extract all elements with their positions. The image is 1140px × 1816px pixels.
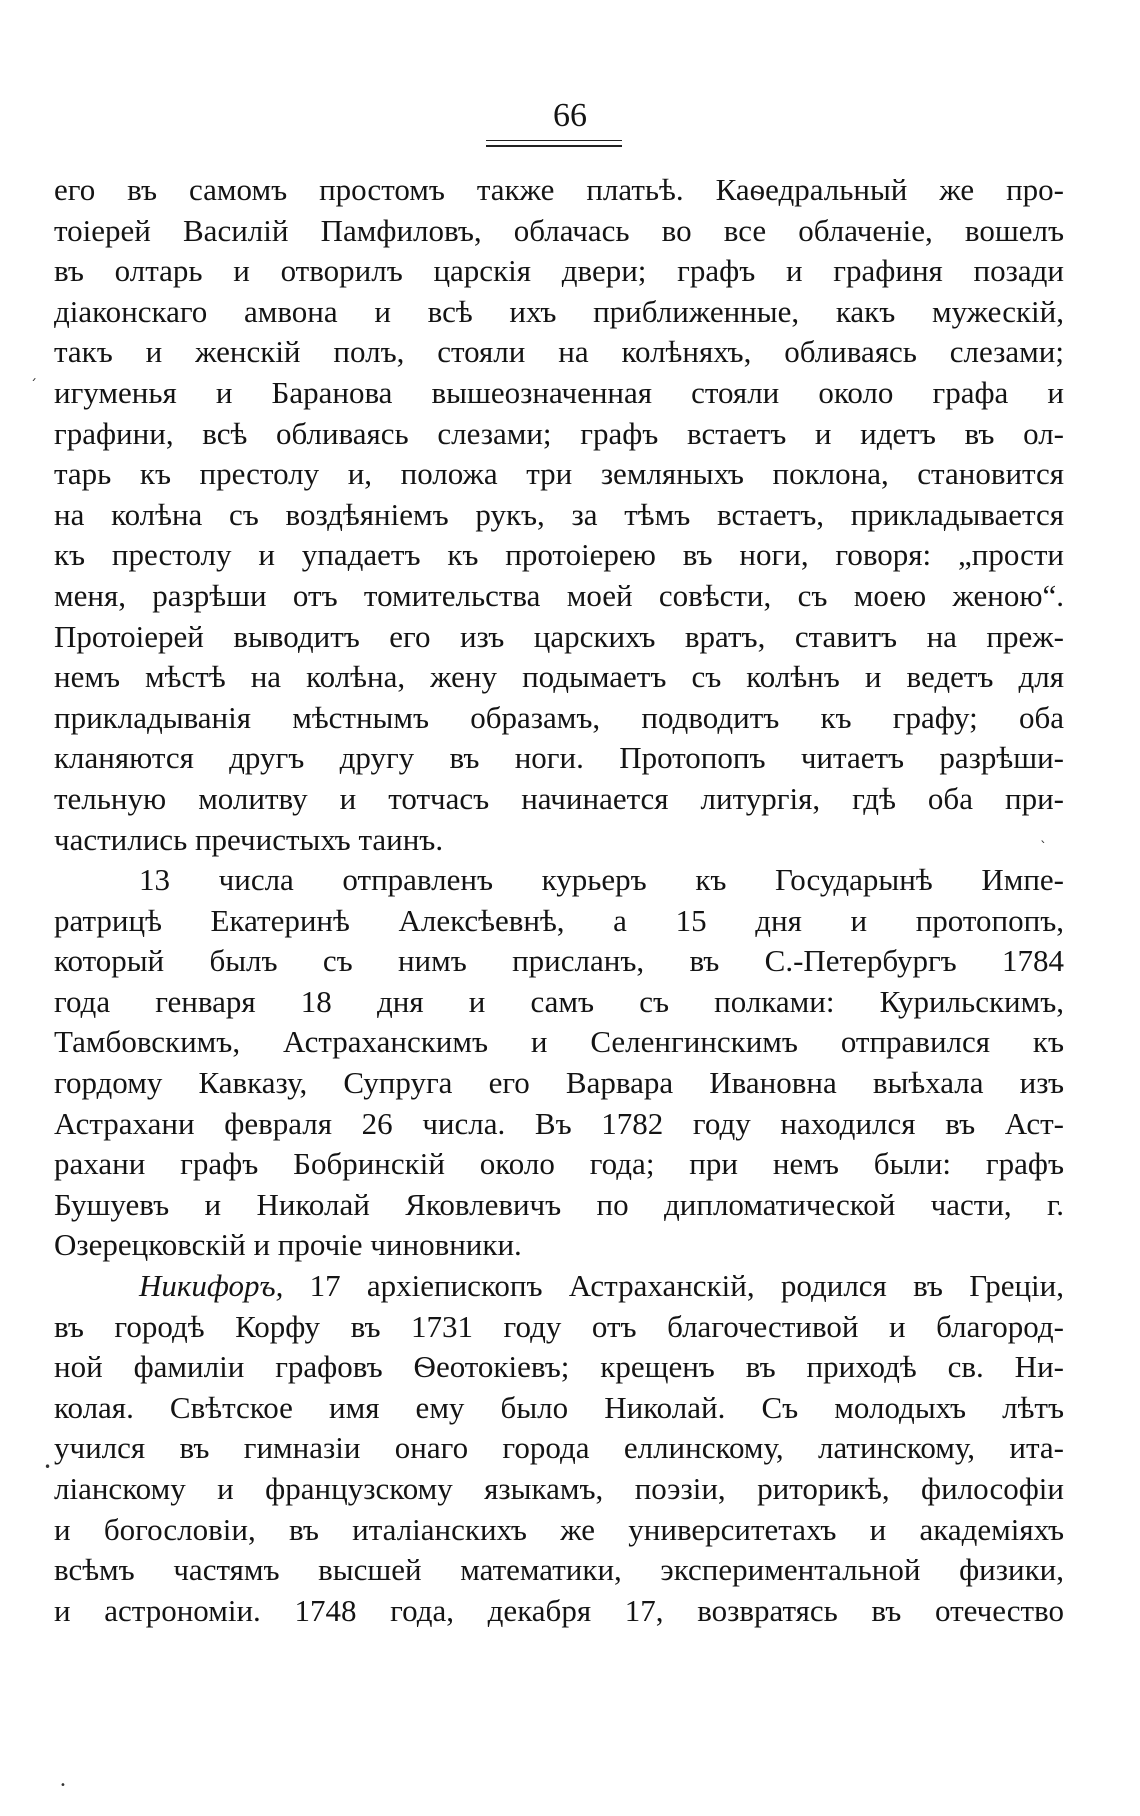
paragraph-1 [54,170,1064,860]
scan-speck: • [60,1780,66,1791]
text-line: тоіерей Василій Памфиловъ, облачась во все облаченіе, вошелъ [54,212,1064,248]
paragraph-2 [54,860,1064,1266]
text-line: кланяются другъ другу въ ноги. Протопопъ читаетъ разрѣши- [54,740,1064,776]
text-line: тарь къ престолу и, положа три земляныхъ поклона, становится [54,456,1064,492]
scan-speck: ˋ [1040,840,1047,856]
text-line: всѣмъ частямъ высшей математики, экспериментальной физики, [54,1552,1064,1588]
text-line [54,1266,1064,1307]
paragraph-3 [54,1266,1064,1631]
text-line: графини, всѣ обливаясь слезами; графъ встаетъ и идетъ въ ол- [54,415,1064,451]
text-line: гордому Кавказу, Супруга его Варвара Ивановна выѣхала изъ [54,1065,1064,1101]
text-line: рахани графъ Бобринскій около года; при немъ были: графъ [54,1146,1064,1182]
text-line: въ олтарь и отворилъ царскія двери; графъ и графиня позади [54,253,1064,289]
text-line: Бушуевъ и Николай Яковлевичъ по дипломатической части, г. [54,1186,1064,1222]
text-line: къ престолу и упадаетъ къ протоіерею въ ноги, говоря: „прости [54,537,1064,573]
text-line: частились пречистыхъ таинъ. [54,821,444,857]
text-line: прикладыванія мѣстнымъ образамъ, подводитъ къ графу; оба [54,699,1064,735]
text-line: въ городѣ Корфу въ 1731 году отъ благочестивой и благород- [54,1308,1064,1344]
body-text [54,170,1064,1631]
text-line: Протоіерей выводитъ его изъ царскихъ вратъ, ставитъ на преж- [54,618,1064,654]
text-line-rest: 17 архіепископъ Астраханскій, родился въ Греціи, [283,1268,1064,1304]
text-line: на колѣна съ воздѣяніемъ рукъ, за тѣмъ встаетъ, прикладывается [54,496,1064,532]
text-line: Тамбовскимъ, Астраханскимъ и Селенгинскимъ отправился къ [54,1024,1064,1060]
text-line: ной фамиліи графовъ Ѳеотокіевъ; крещенъ въ приходѣ св. Ни- [54,1349,1064,1385]
scan-speck: ˊ [30,378,37,394]
text-line: діаконскаго амвона и всѣ ихъ приближенные, какъ мужескій, [54,293,1064,329]
text-line: ліанскому и французскому языкамъ, поэзіи, риторикѣ, философіи [54,1471,1064,1506]
text-line: и богословіи, въ италіанскихъ же университетахъ и академіяхъ [54,1511,1064,1547]
text-line: ратрицѣ Екатеринѣ Алексѣевнѣ, а 15 дня и протопопъ, [54,902,1064,938]
text-line: Озерецковскій и прочіе чиновники. [54,1227,522,1263]
text-line: такъ и женскій полъ, стояли на колѣняхъ, обливаясь слезами; [54,334,1064,370]
text-line: который былъ съ нимъ присланъ, въ С.-Петербургъ 1784 [54,943,1064,979]
text-line: игуменья и Баранова вышеозначенная стояли около графа и [54,374,1064,410]
text-line: колая. Свѣтское имя ему было Николай. Съ молодыхъ лѣтъ [54,1389,1064,1425]
text-line: и астрономіи. 1748 года, декабря 17, возвратясь въ отечество [54,1592,1064,1628]
header-rule [486,140,622,147]
page-number: 66 [553,97,587,134]
text-line: его въ самомъ простомъ также платьѣ. Каѳедральный же про- [54,172,1064,207]
text-line: учился въ гимназіи онаго города еллинскому, латинскому, ита- [54,1430,1064,1466]
text-line: меня, разрѣши отъ томительства моей совѣсти, съ моею женою“. [54,577,1064,613]
scan-speck: • [44,1460,52,1474]
text-line: Астрахани февраля 26 числа. Въ 1782 году находился въ Аст- [54,1105,1064,1141]
text-line: тельную молитву и тотчасъ начинается литургія, гдѣ оба при- [54,780,1064,816]
text-line: 13 числа отправленъ курьеръ къ Государынѣ Импе- [139,862,1064,898]
text-line: немъ мѣстѣ на колѣна, жену подымаетъ съ колѣнъ и ведетъ для [54,659,1064,695]
text-line: года генваря 18 дня и самъ съ полками: Курильскимъ, [54,983,1064,1019]
entry-name: Никифоръ, [139,1268,284,1304]
